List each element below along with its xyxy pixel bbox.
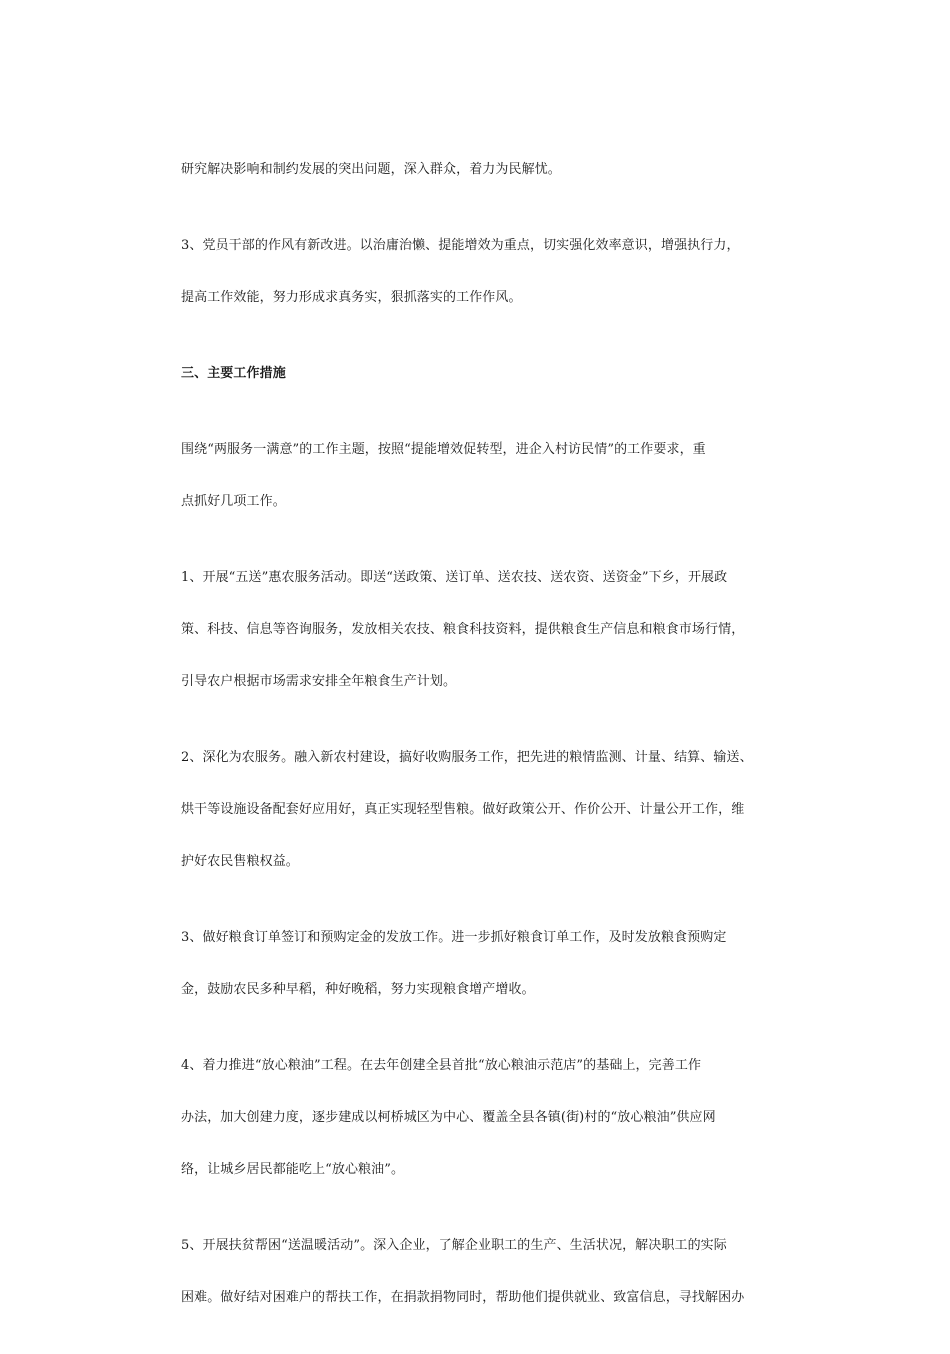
text-line: 2、深化为农服务。融入新农村建设，搞好收购服务工作，把先进的粮情监测、计量、结算、输送、 <box>181 750 753 765</box>
paragraph-item-3-style <box>181 226 775 330</box>
section-heading <box>181 354 775 406</box>
paragraph-measure-1 <box>181 558 775 714</box>
text-line: 困难。做好结对困难户的帮扶工作，在捐款捐物同时，帮助他们提供就业、致富信息，寻找解困办 <box>181 1290 745 1305</box>
text-line: 4、着力推进“放心粮油”工程。在去年创建全县首批“放心粮油示范店”的基础上，完善工作 <box>181 1058 702 1073</box>
text-line: 络，让城乡居民都能吃上“放心粮油”。 <box>181 1162 405 1177</box>
text-line: 办法，加大创建力度，逐步建成以柯桥城区为中心、覆盖全县各镇(街)村的“放心粮油”供应网 <box>181 1110 716 1125</box>
paragraph-measure-4 <box>181 1046 775 1202</box>
paragraph-continuation <box>181 150 775 202</box>
paragraph-intro <box>181 430 775 534</box>
paragraph-measure-5 <box>181 1226 775 1330</box>
text-line: 引导农户根据市场需求安排全年粮食生产计划。 <box>181 674 457 689</box>
text-line: 5、开展扶贫帮困“送温暖活动”。深入企业，了解企业职工的生产、生活状况，解决职工的实际 <box>181 1238 727 1253</box>
text-line: 护好农民售粮权益。 <box>181 854 299 869</box>
paragraph-measure-2 <box>181 738 775 894</box>
text-line: 策、科技、信息等咨询服务，发放相关农技、粮食科技资料，提供粮食生产信息和粮食市场行情， <box>181 622 745 637</box>
text-line: 围绕“两服务一满意”的工作主题，按照“提能增效促转型，进企入村访民情”的工作要求，重 <box>181 442 706 457</box>
text-line: 金，鼓励农民多种早稻，种好晚稻，努力实现粮食增产增收。 <box>181 982 535 997</box>
document-body <box>181 150 775 1354</box>
text-line: 点抓好几项工作。 <box>181 494 286 509</box>
paragraph-measure-3 <box>181 918 775 1022</box>
text-line: 研究解决影响和制约发展的突出问题，深入群众，着力为民解忧。 <box>181 162 561 177</box>
text-line: 3、做好粮食订单签订和预购定金的发放工作。进一步抓好粮食订单工作，及时发放粮食预购定 <box>181 930 727 945</box>
text-line: 3、党员干部的作风有新改进。以治庸治懒、提能增效为重点，切实强化效率意识，增强执行力， <box>181 238 740 253</box>
text-line: 烘干等设施设备配套好应用好，真正实现轻型售粮。做好政策公开、作价公开、计量公开工作，维 <box>181 802 745 817</box>
text-line: 提高工作效能，努力形成求真务实，狠抓落实的工作作风。 <box>181 290 522 305</box>
heading-line: 三、主要工作措施 <box>181 366 286 381</box>
text-line: 1、开展“五送”惠农服务活动。即送“送政策、送订单、送农技、送农资、送资金”下乡，开展政 <box>181 570 728 585</box>
